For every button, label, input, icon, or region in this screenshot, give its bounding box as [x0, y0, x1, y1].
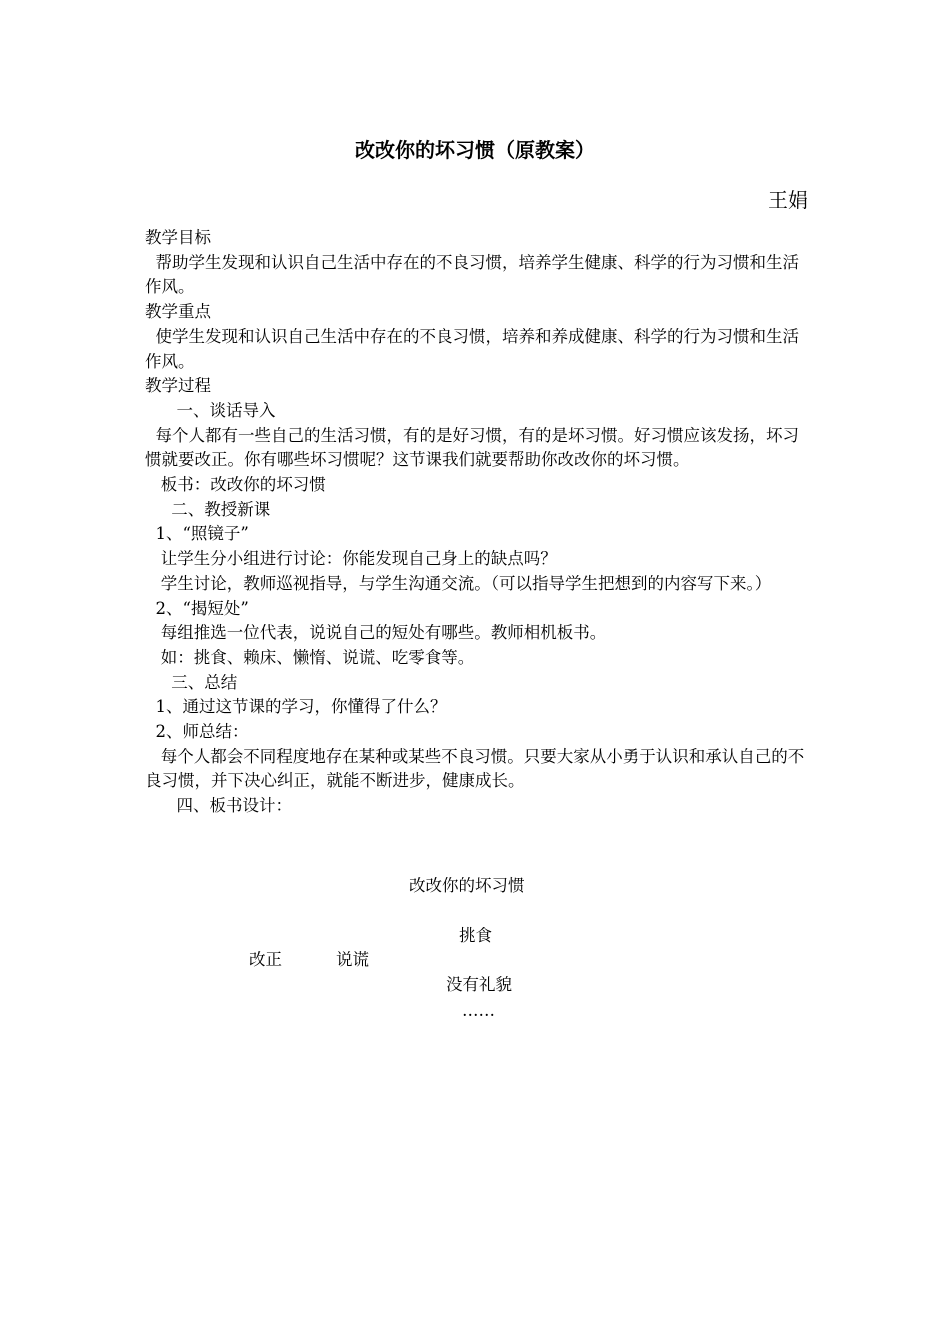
activity-one-title: 1、“照镜子” [145, 524, 249, 544]
board-heading: 改改你的坏习惯 [409, 876, 525, 895]
board-item: 说谎 [336, 950, 369, 969]
activity-two-text: 每组推选一位代表，说说自己的短处有哪些。教师相机板书。 [145, 623, 607, 643]
document-body [145, 226, 805, 819]
summary-label: 2、师总结： [145, 722, 249, 742]
step-four-heading: 四、板书设计： [145, 796, 292, 816]
goals-text: 帮助学生发现和认识自己生活中存在的不良习惯，培养学生健康、科学的行为习惯和生活作风。 [145, 252, 799, 297]
board-note: 板书：改改你的坏习惯 [145, 475, 326, 495]
activity-one-discussion: 学生讨论，教师巡视指导，与学生沟通交流。（可以指导学生把想到的内容写下来。） [145, 573, 772, 593]
activity-one-text: 让学生分小组进行讨论：你能发现自己身上的缺点吗？ [145, 549, 557, 569]
author-name: 王娟 [768, 188, 808, 212]
section-heading-goals: 教学目标 [145, 228, 211, 247]
activity-two-example: 如：挑食、赖床、懒惰、说谎、吃零食等。 [145, 647, 475, 667]
document-title: 改改你的坏习惯（原教案） [355, 138, 595, 162]
board-item: 挑食 [459, 926, 492, 945]
board-item: …… [462, 1001, 495, 1020]
summary-text: 每个人都会不同程度地存在某种或某些不良习惯。只要大家从小勇于认识和承认自己的不良习惯，并下决心纠正，就能不断进步，健康成长。 [145, 746, 805, 791]
step-three-heading: 三、总结 [145, 672, 238, 692]
summary-question: 1、通过这节课的学习，你懂得了什么？ [145, 697, 447, 717]
focus-text: 使学生发现和认识自己生活中存在的不良习惯，培养和养成健康、科学的行为习惯和生活作风。 [145, 326, 799, 371]
board-item: 没有礼貌 [446, 975, 512, 994]
step-two-heading: 二、教授新课 [145, 499, 271, 519]
section-heading-focus: 教学重点 [145, 302, 211, 322]
step-one-heading: 一、谈话导入 [145, 400, 276, 420]
board-item: 改正 [249, 950, 282, 969]
section-heading-process: 教学过程 [145, 376, 211, 396]
activity-two-title: 2、“揭短处” [145, 598, 249, 618]
step-one-text: 每个人都有一些自己的生活习惯，有的是好习惯，有的是坏习惯。好习惯应该发扬，坏习惯就要改正。你有哪些坏习惯呢？这节课我们就要帮助你改改你的坏习惯。 [145, 425, 799, 470]
